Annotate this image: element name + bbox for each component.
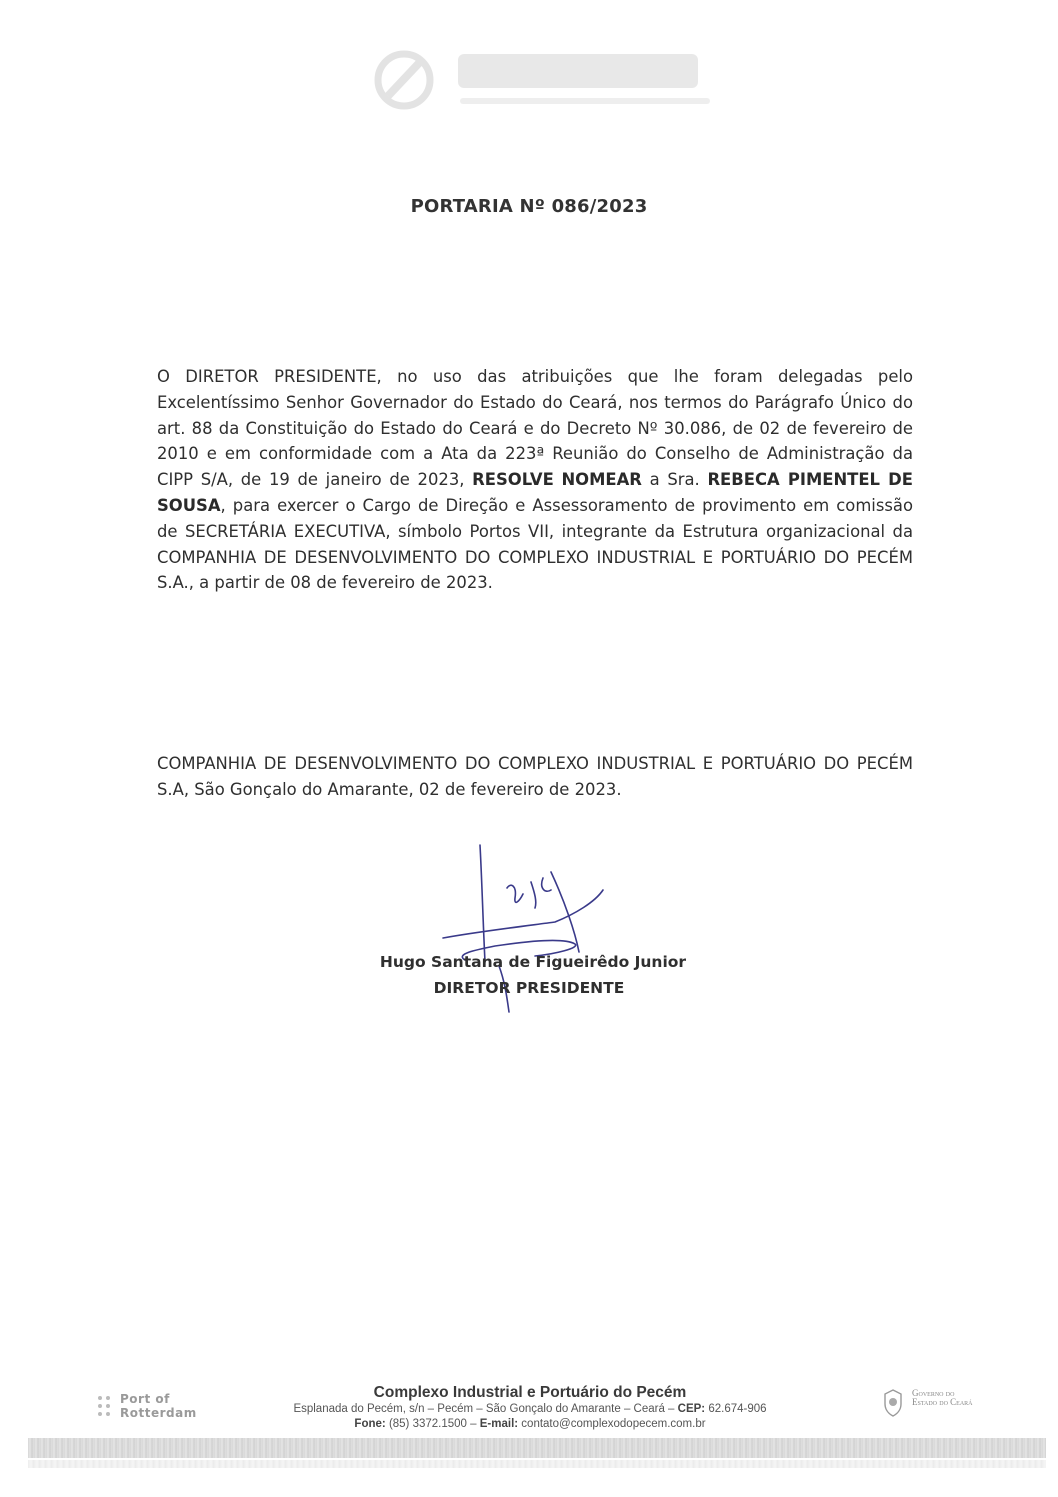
email-value: contato@complexodopecem.com.br — [521, 1418, 706, 1430]
document-title: PORTARIA Nº 086/2023 — [410, 196, 648, 217]
pecem-logo-icon — [368, 40, 718, 120]
phone-value: (85) 3372.1500 – — [388, 1418, 477, 1430]
cep-label: CEP: — [677, 1403, 706, 1415]
port-logo-line1: Port of — [120, 1392, 170, 1406]
closing-place-date: COMPANHIA DE DESENVOLVIMENTO DO COMPLEXO INDUSTRIAL E PORTUÁRIO DO PECÉM S.A, São Gonçalo do Amarante, 02 de fevereiro de 2023. — [157, 754, 913, 799]
signatory-name: Hugo Santana de Figueirêdo Junior — [379, 953, 687, 971]
footer-title: Complexo Industrial e Portuário do Pecém — [373, 1384, 687, 1401]
gov-text — [912, 1389, 973, 1407]
governo-ceara-logo — [882, 1388, 1012, 1422]
footer-band-lower — [28, 1460, 1046, 1468]
paragraph-text-1: O DIRETOR PRESIDENTE, no uso das atribuições que lhe foram delegadas pelo Excelentíssimo Senhor Governador do Estado do Ceará, nos termos do Parágrafo Único do art. 88 da Constituição do Estado do Ceará e do Decreto Nº 30.086, de 02 de fevereiro de 2010 e em conformidade com a Ata da 223ª Reunião do Conselho de Administração da CIPP S/A, de 19 de janeiro de 2023, — [157, 367, 913, 490]
gov-line2: Estado do Ceará — [912, 1397, 973, 1407]
resolve-keyword: RESOLVE — [472, 470, 554, 490]
footer-address — [240, 1402, 820, 1417]
paragraph-text-2: a Sra. — [641, 470, 708, 490]
port-of-rotterdam-logo — [120, 1392, 210, 1420]
appointee-name: REBECA PIMENTEL DE SOUSA — [157, 470, 913, 515]
decree-paragraph — [157, 364, 913, 596]
footer-contact — [240, 1384, 820, 1432]
address-text: Esplanada do Pecém, s/n – Pecém – São Gonçalo do Amarante – Ceará – — [293, 1403, 675, 1415]
ceara-crest-icon — [882, 1388, 904, 1418]
footer-band — [28, 1438, 1046, 1458]
gov-line1: Governo do — [912, 1388, 955, 1398]
cep-value: 62.674-906 — [708, 1403, 767, 1415]
footer-phone-email — [240, 1417, 820, 1432]
phone-label: Fone: — [354, 1418, 386, 1430]
paragraph-text-3: , para exercer o Cargo de Direção e Assessoramento de provimento em comissão de SECRETÁRIA EXECUTIVA, símbolo Portos VII, integrante da Estrutura organizacional da COMPANHIA DE DESENVOLVIMENTO DO COMPLEXO INDUSTRIAL E PORTUÁRIO DO PECÉM S.A., a partir de 08 de fevereiro de 2023. — [157, 495, 913, 593]
port-logo-line2: Rotterdam — [120, 1406, 197, 1420]
nomear-keyword: NOMEAR — [561, 470, 642, 490]
rotterdam-dots-icon — [96, 1394, 116, 1422]
email-label: E-mail: — [479, 1418, 519, 1430]
signatory-role: DIRETOR PRESIDENTE — [433, 979, 625, 997]
